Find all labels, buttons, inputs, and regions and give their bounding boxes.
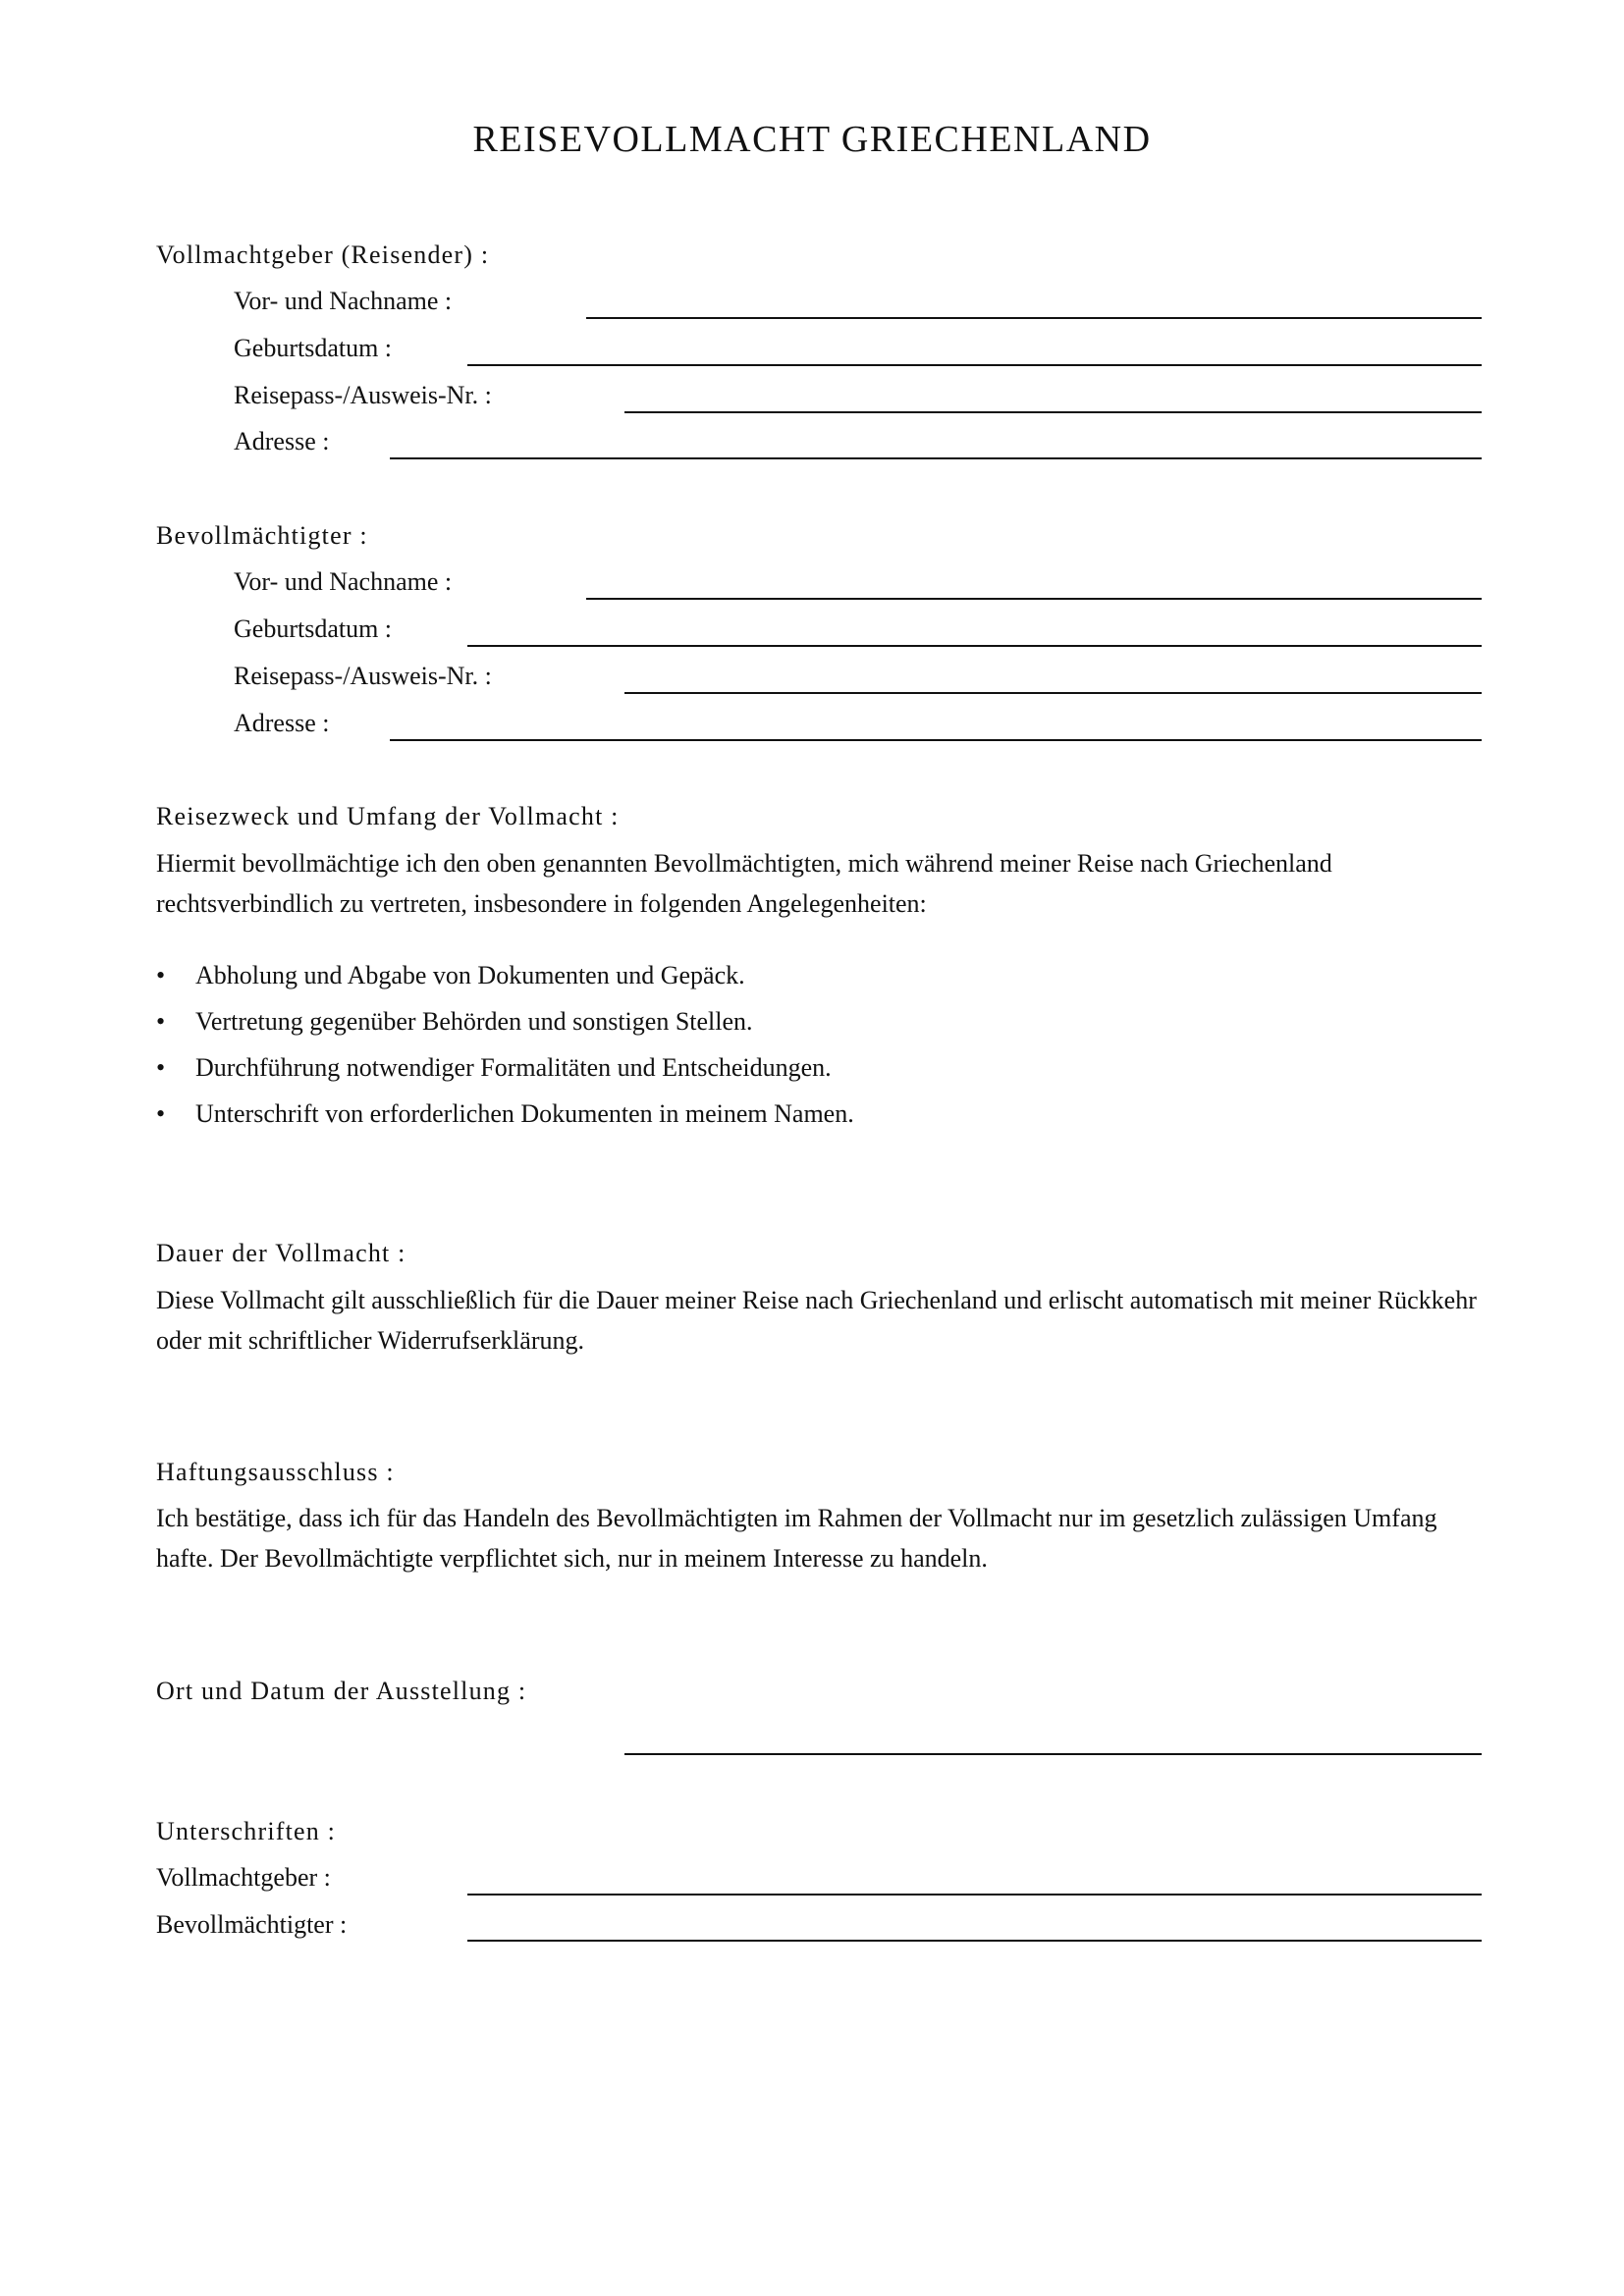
- zweck-heading: Reisezweck und Umfang der Vollmacht :: [156, 802, 620, 830]
- vollmachtgeber-heading: Vollmachtgeber (Reisender) :: [156, 240, 490, 269]
- bevollmaechtigter-passport-field[interactable]: [624, 692, 1482, 694]
- vollmachtgeber-name-label: Vor- und Nachname :: [234, 287, 453, 315]
- dauer-paragraph: Diese Vollmacht gilt ausschließlich für die Dauer meiner Reise nach Griechenland und erlischt automatisch mit meiner Rückkehr oder mit schriftlicher Widerrufserklärung.: [156, 1286, 1477, 1355]
- document-title: REISEVOLLMACHT GRIECHENLAND: [472, 119, 1152, 160]
- vollmachtgeber-birthdate-label: Geburtsdatum :: [234, 334, 393, 362]
- bevollmaechtigter-address-field[interactable]: [390, 739, 1482, 741]
- haftung-paragraph: Ich bestätige, dass ich für das Handeln des Bevollmächtigten im Rahmen der Vollmacht nur im gesetzlich zulässigen Umfang hafte. Der Bevollmächtigte verpflichtet sich, nur in meinem Interesse zu handeln.: [156, 1504, 1437, 1573]
- list-item-text: Durchführung notwendiger Formalitäten und Entscheidungen.: [195, 1053, 832, 1082]
- signature-vollmachtgeber-field[interactable]: [467, 1894, 1482, 1896]
- bevollmaechtigter-heading: Bevollmächtigter :: [156, 521, 368, 550]
- list-item-text: Vertretung gegenüber Behörden und sonstigen Stellen.: [195, 1007, 753, 1036]
- list-item-text: Abholung und Abgabe von Dokumenten und Gepäck.: [195, 961, 745, 989]
- bevollmaechtigter-passport-label: Reisepass-/Ausweis-Nr. :: [234, 662, 492, 690]
- bullet-icon: •: [156, 1053, 166, 1082]
- vollmachtgeber-passport-label: Reisepass-/Ausweis-Nr. :: [234, 381, 492, 409]
- vollmachtgeber-address-label: Adresse :: [234, 427, 330, 455]
- bullet-icon: •: [156, 961, 166, 989]
- vollmachtgeber-passport-field[interactable]: [624, 411, 1482, 413]
- vollmachtgeber-birthdate-field[interactable]: [467, 364, 1482, 366]
- vollmachtgeber-address-field[interactable]: [390, 457, 1482, 459]
- bevollmaechtigter-birthdate-field[interactable]: [467, 645, 1482, 647]
- list-item-text: Unterschrift von erforderlichen Dokumenten in meinem Namen.: [195, 1099, 854, 1128]
- zweck-paragraph: Hiermit bevollmächtige ich den oben genannten Bevollmächtigten, mich während meiner Reise nach Griechenland rechtsverbindlich zu vertreten, insbesondere in folgenden Angelegenheiten:: [156, 849, 1332, 918]
- ort-datum-field[interactable]: [624, 1753, 1482, 1755]
- signature-vollmachtgeber-label: Vollmachtgeber :: [156, 1863, 331, 1892]
- dauer-heading: Dauer der Vollmacht :: [156, 1239, 406, 1267]
- bullet-icon: •: [156, 1099, 166, 1128]
- vollmachtgeber-name-field[interactable]: [586, 317, 1482, 319]
- bevollmaechtigter-address-label: Adresse :: [234, 709, 330, 737]
- signature-bevollmaechtigter-field[interactable]: [467, 1940, 1482, 1942]
- bevollmaechtigter-name-field[interactable]: [586, 598, 1482, 600]
- bullet-icon: •: [156, 1007, 166, 1036]
- ort-datum-heading: Ort und Datum der Ausstellung :: [156, 1677, 527, 1705]
- haftung-heading: Haftungsausschluss :: [156, 1458, 395, 1486]
- signature-bevollmaechtigter-label: Bevollmächtigter :: [156, 1910, 348, 1939]
- bevollmaechtigter-name-label: Vor- und Nachname :: [234, 567, 453, 596]
- bevollmaechtigter-birthdate-label: Geburtsdatum :: [234, 614, 393, 643]
- unterschriften-heading: Unterschriften :: [156, 1817, 337, 1845]
